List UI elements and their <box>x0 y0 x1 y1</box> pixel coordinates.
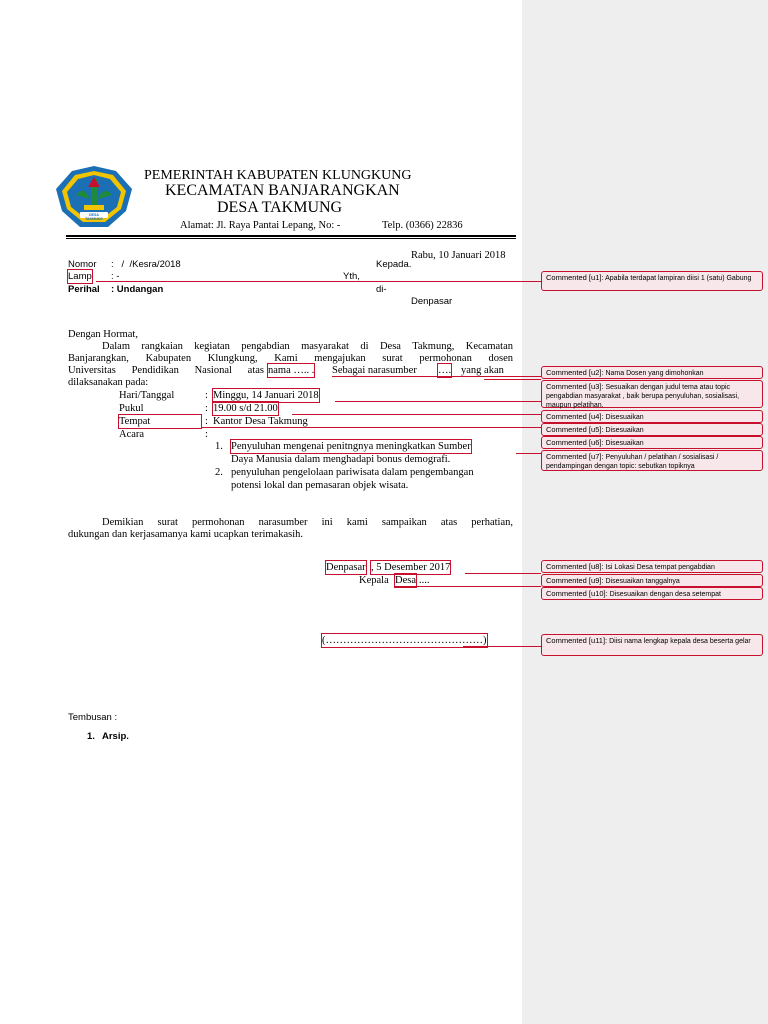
kepala-desa[interactable]: Desa <box>395 575 416 586</box>
comment-u2-text: Nama Dosen yang dimohonkan <box>605 370 704 377</box>
acara-label: Acara <box>119 429 145 440</box>
acara1-line2: Daya Manusia dalam menghadapi bonus demografi. <box>231 454 451 465</box>
comment-leader-u8 <box>465 573 541 574</box>
comment-u9-label: Commented [u9]: <box>546 576 604 585</box>
arsip-number: 1. <box>87 731 95 742</box>
closing-line2: dukungan dan kerjasamanya kami ucapkan terimakasih. <box>68 529 303 540</box>
comment-u6[interactable] <box>541 436 763 449</box>
comment-u7-text: Penyuluhan / pelatihan / sosialisasi / pendampingan dengan topic: sebutkan topiknya <box>546 454 719 470</box>
comment-u7-label: Commented [u7]: <box>546 452 604 461</box>
comment-u10[interactable] <box>541 587 763 600</box>
comment-leader-u4 <box>335 401 541 402</box>
comment-leader-u5 <box>292 414 541 415</box>
comment-leader-u2 <box>332 376 541 377</box>
letterhead-address: Alamat: Jl. Raya Pantai Lepang, No: - <box>180 220 341 231</box>
comment-u2-label: Commented [u2]: <box>546 368 604 377</box>
dosen-name-placeholder[interactable]: nama ….. . <box>268 365 315 376</box>
lamp-label[interactable]: Lamp <box>68 271 92 282</box>
kepada-label: Kepada. <box>376 259 412 270</box>
acara2-line2: potensi lokal dan pemasaran objek wisata. <box>231 480 409 491</box>
hari-colon: : <box>205 390 208 401</box>
letterhead-phone: Telp. (0366) 22836 <box>382 220 463 231</box>
comment-u9-text: Disesuaikan tanggalnya <box>605 578 680 585</box>
comment-u1-label: Commented [u1]: <box>546 273 604 282</box>
para1-line1: Dalam rangkaian kegiatan pengabdian masyarakat di Desa Takmung, Kecamatan <box>102 341 513 352</box>
comment-u3-text: Sesuaikan dengan judul tema atau topic pengabdian masyarakat , baik berupa penyuluhan, sosialisasi, maupun pelatihan. <box>546 384 740 409</box>
comment-u10-label: Commented [u10]: <box>546 589 608 598</box>
comment-leader-u7 <box>516 453 541 454</box>
comment-u4[interactable] <box>541 410 763 423</box>
comment-u3-label: Commented [u3]: <box>546 382 604 391</box>
tempat-label[interactable]: Tempat <box>119 415 201 428</box>
sign-name-placeholder[interactable]: (………………………………………) <box>322 635 487 646</box>
comment-leader-u11 <box>463 646 541 647</box>
sign-place[interactable]: Denpasar <box>326 562 366 573</box>
comment-u11-text: Diisi nama lengkap kepala desa beserta gelar <box>609 638 751 645</box>
letterhead-line1: PEMERINTAH KABUPATEN KLUNGKUNG <box>144 168 412 183</box>
pukul-value[interactable]: 19.00 s/d 21.00 <box>213 403 278 414</box>
comment-u5-label: Commented [u5]: <box>546 425 604 434</box>
closing-line1: Demikian surat permohonan narasumber ini kami sampaikan atas perhatian, <box>102 517 513 528</box>
comment-u5-text: Disesuaikan <box>605 427 644 434</box>
comment-u5[interactable] <box>541 423 763 436</box>
di-label: di- <box>376 284 387 295</box>
pukul-colon: : <box>205 403 208 414</box>
comment-leader-u3 <box>484 379 541 380</box>
tembusan-label: Tembusan : <box>68 712 118 723</box>
comment-u8-text: Isi Lokasi Desa tempat pengabdian <box>605 564 715 571</box>
comment-u8-label: Commented [u8]: <box>546 562 604 571</box>
para1-line3e: yang akan <box>461 365 504 376</box>
kepala-dots: .... <box>419 575 430 586</box>
perihal-label: Perihal <box>68 284 100 295</box>
acara-colon: : <box>205 429 208 440</box>
logo-caption: DESA TAKMUNG <box>85 213 103 221</box>
comment-u1[interactable] <box>541 271 763 291</box>
arsip-item: Arsip. <box>102 731 129 742</box>
comment-u4-label: Commented [u4]: <box>546 412 604 421</box>
para1-line3a: Universitas Pendidikan Nasional atas <box>68 365 264 376</box>
acara2-number: 2. <box>215 467 223 478</box>
tempat-colon: : <box>205 416 208 427</box>
letterhead-divider-thin <box>66 238 516 239</box>
acara2-line1: penyuluhan pengelolaan pariwisata dalam pengembangan <box>231 467 474 478</box>
acara1-number: 1. <box>215 441 223 452</box>
comment-u6-text: Disesuaikan <box>605 440 644 447</box>
yth-label: Yth, <box>343 271 360 282</box>
kepala-label: Kepala <box>359 575 389 586</box>
comment-u7[interactable] <box>541 450 763 471</box>
regency-emblem-icon <box>54 165 134 229</box>
para1-line2: Banjarangkan, Kabupaten Klungkung, Kami mengajukan surat permohonan dosen <box>68 353 513 364</box>
comment-leader-u6 <box>202 427 541 428</box>
letterhead-line3: DESA TAKMUNG <box>217 199 343 216</box>
comment-u1-text: Apabila terdapat lampiran diisi 1 (satu) Gabung <box>605 275 752 282</box>
topic-placeholder[interactable]: …. <box>438 365 452 376</box>
comment-u9[interactable] <box>541 574 763 587</box>
comment-u2[interactable] <box>541 366 763 379</box>
nomor-label: Nomor <box>68 259 97 270</box>
lamp-value: : - <box>111 271 120 282</box>
comment-u4-text: Disesuaikan <box>605 414 644 421</box>
pukul-label: Pukul <box>119 403 144 414</box>
letter-date: Rabu, 10 Januari 2018 <box>411 250 506 261</box>
acara1-line1[interactable]: Penyuluhan mengenai penitngnya meningkatkan Sumber <box>231 441 471 452</box>
hari-value[interactable]: Minggu, 14 Januari 2018 <box>213 390 319 401</box>
comment-u3[interactable] <box>541 380 763 408</box>
comment-u8[interactable] <box>541 560 763 573</box>
greeting: Dengan Hormat, <box>68 329 138 340</box>
nomor-value: : / /Kesra/2018 <box>111 259 181 270</box>
tempat-value: Kantor Desa Takmung <box>213 416 308 427</box>
letterhead-line2: KECAMATAN BANJARANGKAN <box>165 182 400 199</box>
hari-label: Hari/Tanggal <box>119 390 175 401</box>
comment-u10-text: Disesuaikan dengan desa setempat <box>609 591 721 598</box>
comment-u6-label: Commented [u6]: <box>546 438 604 447</box>
comment-leader-u10 <box>419 586 541 587</box>
comment-leader-u1 <box>96 281 541 282</box>
para1-line4: dilaksanakan pada: <box>68 377 149 388</box>
perihal-value: : Undangan <box>111 284 164 295</box>
comments-pane <box>522 0 768 1024</box>
letterhead-divider-thick <box>66 235 516 237</box>
para1-line3c: Sebagai narasumber <box>332 365 417 376</box>
sign-date[interactable]: , 5 Desember 2017 <box>371 562 451 573</box>
denpasar-address: Denpasar <box>411 296 453 307</box>
comment-u11-label: Commented [u11]: <box>546 636 608 645</box>
comment-u11[interactable] <box>541 634 763 656</box>
